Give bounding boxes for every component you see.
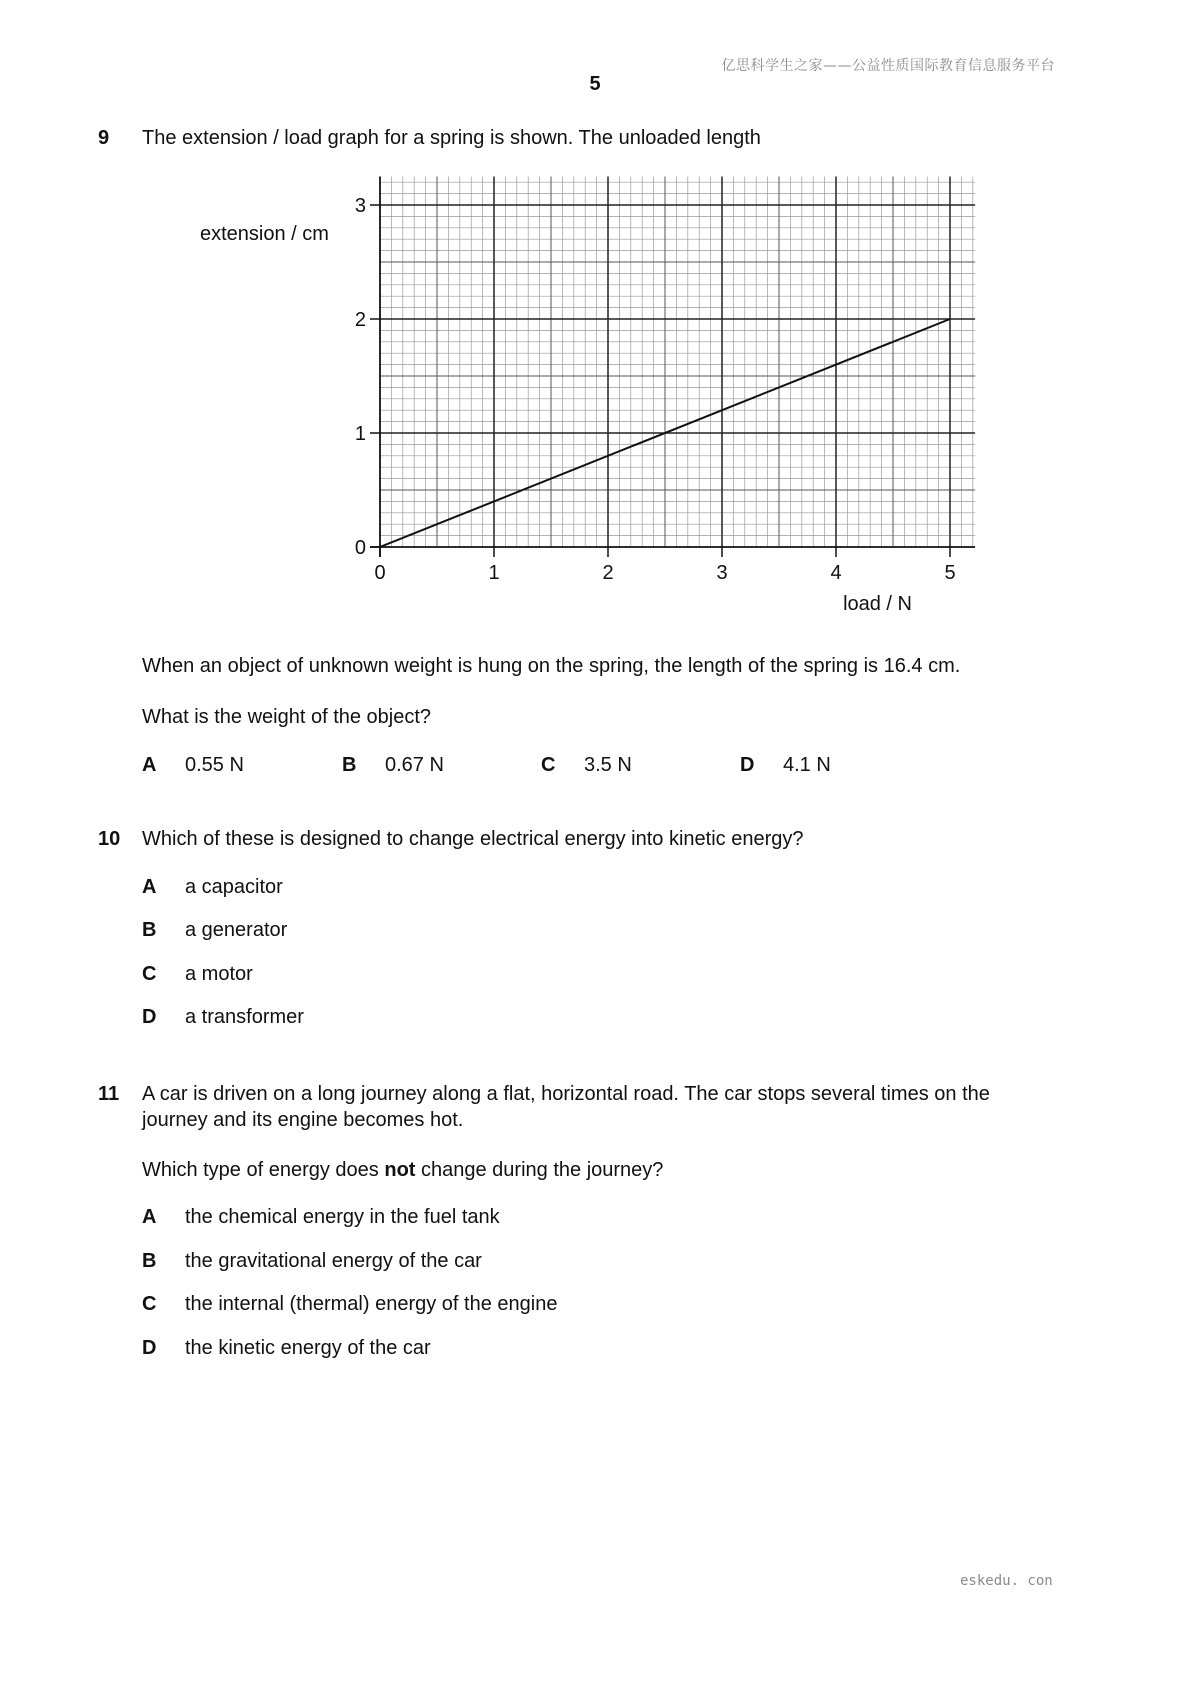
y-tick-label: 3: [354, 195, 366, 217]
footer-watermark-text: eskedu. con: [960, 1573, 1053, 1589]
question-10-number: 10: [98, 828, 121, 850]
q11-option-a-text[interactable]: the chemical energy in the fuel tank: [185, 1206, 500, 1228]
q11-prompt-end: change during the journey?: [415, 1159, 664, 1181]
graph-axes: [370, 177, 975, 558]
page-number: 5: [589, 73, 601, 95]
graph-tick-labels: [355, 195, 956, 584]
q10-option-b-letter[interactable]: B: [142, 919, 157, 941]
x-tick-label: 4: [830, 562, 842, 584]
q10-option-d-letter[interactable]: D: [142, 1006, 157, 1028]
question-9-stem: The extension / load graph for a spring is shown. The unloaded length: [142, 127, 761, 149]
y-axis-label: extension / cm: [200, 223, 329, 245]
x-tick-label: 2: [602, 562, 614, 584]
question-11-stem-line-2: journey and its engine becomes hot.: [142, 1109, 464, 1131]
q10-option-b-text[interactable]: a generator: [185, 919, 288, 941]
q11-option-c-text[interactable]: the internal (thermal) energy of the engine: [185, 1293, 558, 1315]
x-tick-label: 1: [488, 562, 500, 584]
q9-option-c-letter[interactable]: C: [541, 754, 556, 776]
q9-option-d-text[interactable]: 4.1 N: [783, 754, 831, 776]
question-11-number: 11: [98, 1083, 120, 1105]
q11-option-d-text[interactable]: the kinetic energy of the car: [185, 1337, 431, 1359]
q9-option-b-text[interactable]: 0.67 N: [385, 754, 444, 776]
q11-option-d-letter[interactable]: D: [142, 1337, 157, 1359]
graph-minor-grid: [380, 177, 975, 548]
q10-option-c-text[interactable]: a motor: [185, 963, 253, 985]
q9-option-a-letter[interactable]: A: [142, 754, 157, 776]
q11-prompt-emphasis: not: [384, 1159, 416, 1181]
question-11-prompt: [142, 1157, 663, 1183]
x-tick-label: 3: [716, 562, 728, 584]
q9-option-c-text[interactable]: 3.5 N: [584, 754, 632, 776]
q11-option-b-text[interactable]: the gravitational energy of the car: [185, 1250, 482, 1272]
q10-option-d-text[interactable]: a transformer: [185, 1006, 304, 1028]
y-tick-label: 1: [354, 423, 366, 445]
question-9-number: 9: [98, 127, 110, 149]
q9-option-d-letter[interactable]: D: [740, 754, 755, 776]
q11-option-b-letter[interactable]: B: [142, 1250, 157, 1272]
q11-option-c-letter[interactable]: C: [142, 1293, 157, 1315]
question-10-stem: Which of these is designed to change electrical energy into kinetic energy?: [142, 828, 804, 850]
x-axis-label: load / N: [843, 593, 912, 615]
q11-prompt-start: Which type of energy does: [142, 1159, 385, 1181]
q10-option-a-letter[interactable]: A: [142, 876, 157, 898]
q10-option-c-letter[interactable]: C: [142, 963, 157, 985]
question-9-body: When an object of unknown weight is hung on the spring, the length of the spring is 16.4 cm.: [142, 655, 961, 677]
x-tick-label: 5: [944, 562, 956, 584]
q11-option-a-letter[interactable]: A: [142, 1206, 157, 1228]
q10-option-a-text[interactable]: a capacitor: [185, 876, 283, 898]
y-tick-label: 2: [354, 309, 366, 331]
graph-major-grid: [380, 177, 975, 548]
x-tick-label: 0: [374, 562, 386, 584]
question-9-prompt: What is the weight of the object?: [142, 706, 432, 728]
q9-option-b-letter[interactable]: B: [342, 754, 357, 776]
header-watermark-text: 亿思科学生之家——公益性质国际教育信息服务平台: [721, 58, 1055, 74]
extension-load-graph: [200, 170, 1000, 630]
q9-option-a-text[interactable]: 0.55 N: [185, 754, 244, 776]
y-tick-label: 0: [354, 537, 366, 559]
question-11-stem-line-1: A car is driven on a long journey along a flat, horizontal road. The car stops several times on the: [142, 1083, 990, 1105]
